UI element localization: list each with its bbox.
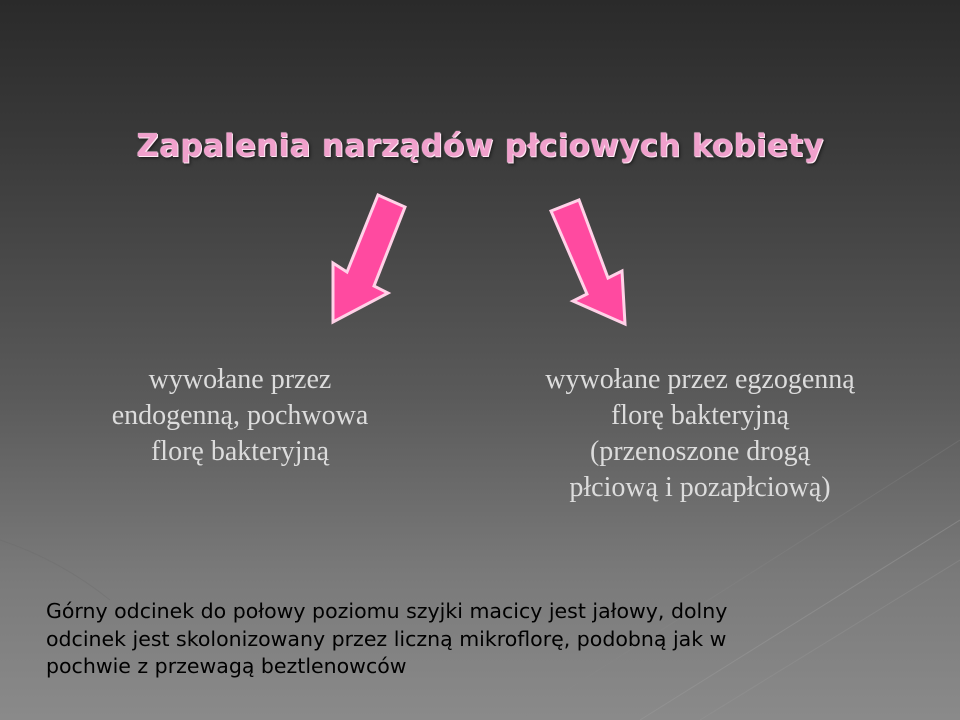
- endogenous-flora-text: [40, 362, 440, 470]
- arrow-down-right-icon: [545, 195, 640, 335]
- right-line-1: wywołane przez egzogenną: [545, 364, 855, 395]
- note-line-3: pochwie z przewagą beztlenowców: [46, 654, 407, 678]
- left-line-2: endogenną, pochwowa: [111, 400, 369, 431]
- exogenous-flora-text: [470, 362, 930, 506]
- left-line-3: florę bakteryjną: [150, 436, 330, 467]
- description-paragraph: [46, 598, 936, 681]
- right-line-3: (przenoszone drogą: [589, 436, 810, 467]
- right-line-4: płciową i pozapłciową): [569, 472, 831, 503]
- arrow-down-left-icon: [325, 190, 415, 330]
- note-line-2: odcinek jest skolonizowany przez liczną mikroflorę, podobną jak w: [46, 626, 727, 651]
- left-line-1: wywołane przez: [148, 364, 332, 395]
- slide-title: Zapalenia narządów płciowych kobiety: [136, 128, 824, 164]
- right-line-2: florę bakteryjną: [610, 400, 790, 431]
- note-line-1: Górny odcinek do połowy poziomu szyjki macicy jest jałowy, dolny: [46, 599, 728, 623]
